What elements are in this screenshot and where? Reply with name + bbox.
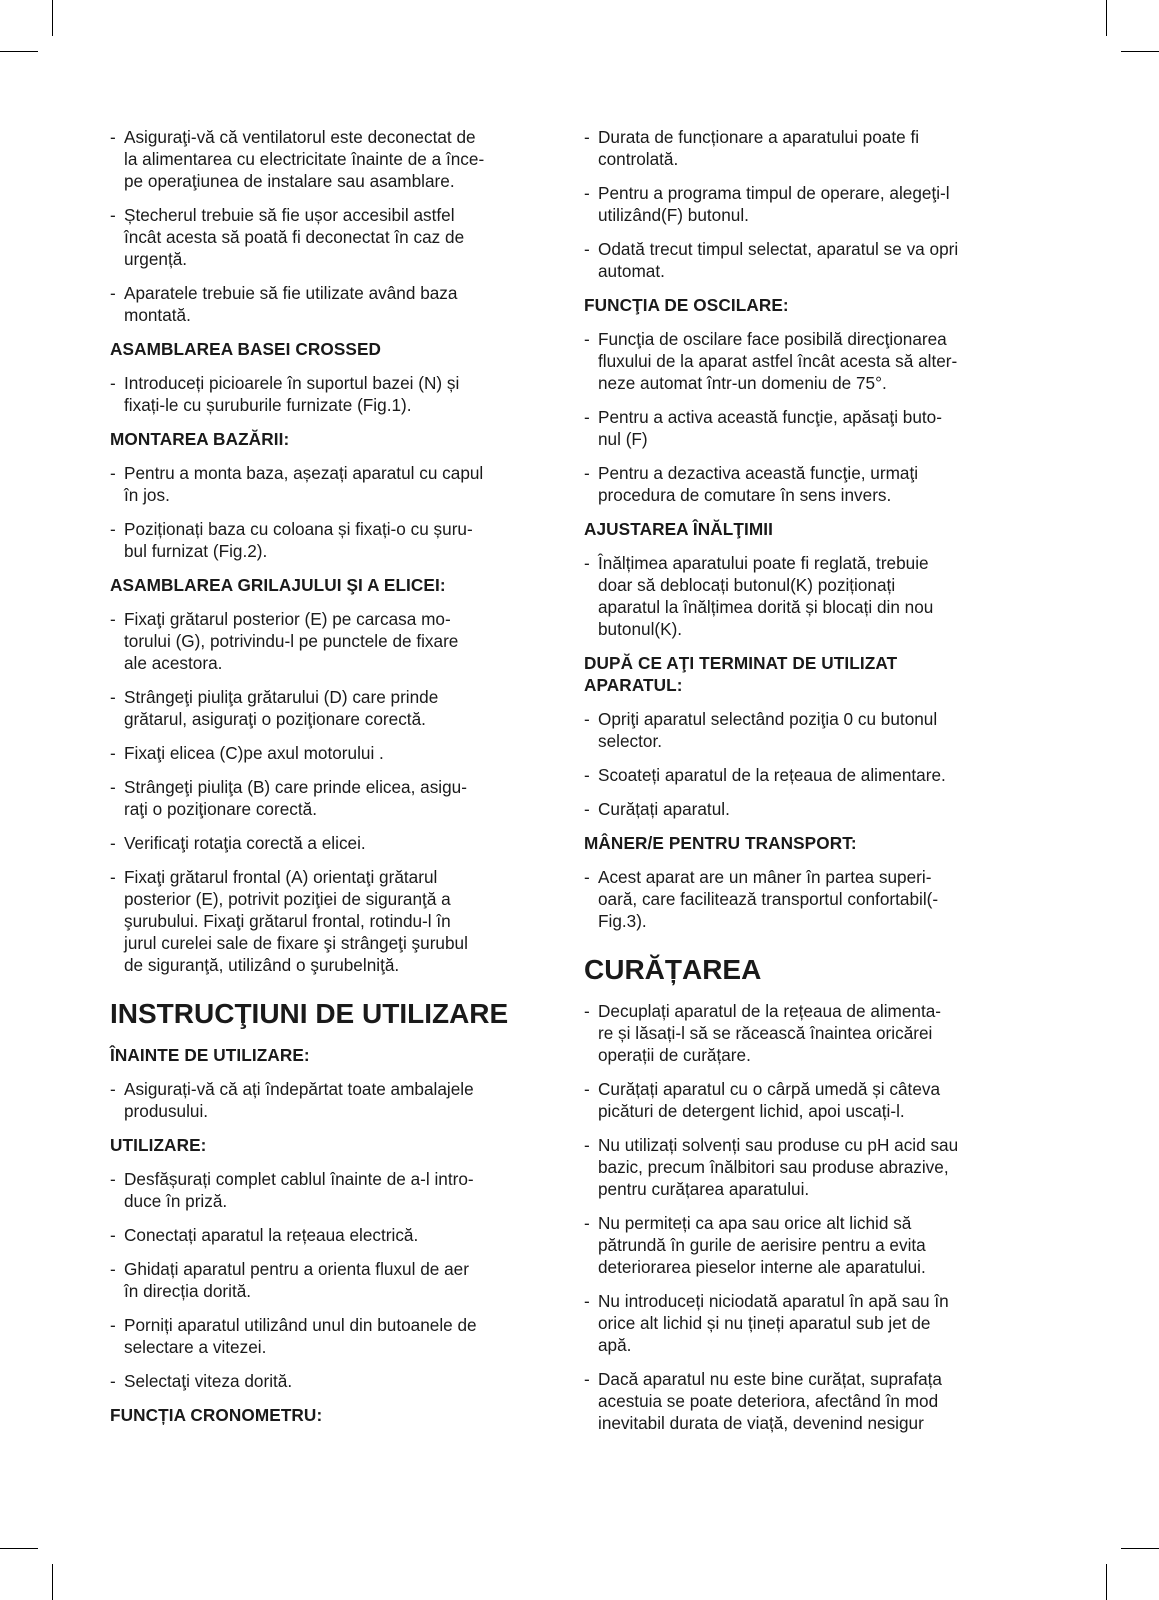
list-item: - Introduceți picioarele în suportul bazei (N) și fixați-le cu șuruburile furnizate (Fig.1). — [110, 372, 550, 416]
list-item: - Poziționați baza cu coloana și fixați-o cu șuru- bul furnizat (Fig.2). — [110, 518, 550, 562]
chapter-title: INSTRUCŢIUNI DE UTILIZARE — [110, 998, 509, 1029]
list-item: - Funcţia de oscilare face posibilă direcţionarea fluxului de la aparat astfel încât acesta să alter- neze automat într-un domeniu de 75°. — [584, 328, 1030, 394]
list-item: - Odată trecut timpul selectat, aparatul se va opri automat. — [584, 238, 1030, 282]
crop-mark — [1121, 51, 1159, 52]
list-item: - Desfășurați complet cablul înainte de a-l intro- duce în priză. — [110, 1168, 550, 1212]
list-item: - Curățați aparatul cu o cârpă umedă și câteva picături de detergent lichid, apoi uscați-l. — [584, 1078, 1030, 1122]
section-heading: DUPĂ CE AŢI TERMINAT DE UTILIZAT APARATUL: — [584, 653, 898, 695]
list-item: - Fixaţi grătarul frontal (A) orientaţi grătarul posterior (E), potrivit poziţiei de siguranţă a şurubului. Fixaţi grătarul frontal, rotindu-l în jurul curelei sale de fixare şi strângeţi şurubul de siguranţă, utilizând o şurubelniţă. — [110, 866, 550, 976]
section-heading: ASAMBLAREA BASEI CROSSED — [110, 339, 382, 359]
list-item: - Aparatele trebuie să fie utilizate având baza montată. — [110, 282, 550, 326]
list-item: - Opriţi aparatul selectând poziţia 0 cu butonul selector. — [584, 708, 1030, 752]
list-item: - Selectaţi viteza dorită. — [110, 1370, 550, 1392]
list-item: - Curățați aparatul. — [584, 798, 1030, 820]
list-item: - Decuplați aparatul de la rețeaua de alimenta- re și lăsați-l să se răcească înaintea oricărei operații de curățare. — [584, 1000, 1030, 1066]
list-item: - Asigurați-vă că ați îndepărtat toate ambalajele produsului. — [110, 1078, 550, 1122]
list-item: - Înălțimea aparatului poate fi reglată, trebuie doar să deblocați butonul(K) poziționați aparatul la înălțimea dorită și blocați din nou butonul(K). — [584, 552, 1030, 640]
list-item: - Fixaţi grătarul posterior (E) pe carcasa mo- torului (G), potrivindu-l pe punctele de fixare ale acestora. — [110, 608, 550, 674]
list-item: - Dacă aparatul nu este bine curățat, suprafața acestuia se poate deteriora, afectând în mod inevitabil durata de viață, devenind nesigur — [584, 1368, 1030, 1434]
crop-mark — [1121, 1548, 1159, 1549]
right-column — [584, 126, 1030, 1446]
list-item: - Strângeţi piuliţa (B) care prinde elicea, asigu- raţi o poziţionare corectă. — [110, 776, 550, 820]
left-column — [110, 126, 550, 1438]
list-item: - Scoateți aparatul de la rețeaua de alimentare. — [584, 764, 1030, 786]
section-heading: UTILIZARE: — [110, 1135, 207, 1155]
list-item: - Ghidați aparatul pentru a orienta fluxul de aer în direcția dorită. — [110, 1258, 550, 1302]
crop-mark — [52, 0, 53, 36]
crop-mark — [1106, 0, 1107, 36]
section-heading: FUNCŢIA DE OSCILARE: — [584, 295, 789, 315]
list-item: - Fixaţi elicea (C)pe axul motorului . — [110, 742, 550, 764]
list-item: - Asiguraţi-vă că ventilatorul este deconectat de la alimentarea cu electricitate înainte de a înce- pe operaţiunea de instalare sau asamblare. — [110, 126, 550, 192]
list-item: - Pentru a programa timpul de operare, alegeţi-l utilizând(F) butonul. — [584, 182, 1030, 226]
list-item: - Acest aparat are un mâner în partea superi- oară, care facilitează transportul confortabil(- Fig.3). — [584, 866, 1030, 932]
list-item: - Nu utilizați solvenți sau produse cu pH acid sau bazic, precum înălbitori sau produse abrazive, pentru curățarea aparatului. — [584, 1134, 1030, 1200]
crop-mark — [52, 1564, 53, 1600]
list-item: - Pentru a monta baza, așezați aparatul cu capul în jos. — [110, 462, 550, 506]
list-item: - Pentru a activa această funcţie, apăsaţi buto- nul (F) — [584, 406, 1030, 450]
section-heading: FUNCȚIA CRONOMETRU: — [110, 1405, 323, 1425]
crop-mark — [0, 1548, 38, 1549]
list-item: - Porniți aparatul utilizând unul din butoanele de selectare a vitezei. — [110, 1314, 550, 1358]
list-item: - Ștecherul trebuie să fie ușor accesibil astfel încât acesta să poată fi deconectat în caz de urgență. — [110, 204, 550, 270]
section-heading: AJUSTAREA ÎNĂLŢIMII — [584, 519, 774, 539]
list-item: - Nu introduceți niciodată aparatul în apă sau în orice alt lichid și nu țineți aparatul sub jet de apă. — [584, 1290, 1030, 1356]
section-heading: MÂNER/E PENTRU TRANSPORT: — [584, 833, 857, 853]
chapter-title: CURĂȚAREA — [584, 954, 762, 985]
crop-mark — [1106, 1564, 1107, 1600]
section-heading: ÎNAINTE DE UTILIZARE: — [110, 1045, 310, 1065]
section-heading: ASAMBLAREA GRILAJULUI ŞI A ELICEI: — [110, 575, 446, 595]
list-item: - Nu permiteți ca apa sau orice alt lichid să pătrundă în gurile de aerisire pentru a evita deteriorarea pieselor interne ale aparatului. — [584, 1212, 1030, 1278]
crop-mark — [0, 51, 38, 52]
list-item: - Strângeţi piuliţa grătarului (D) care prinde grătarul, asiguraţi o poziţionare corectă. — [110, 686, 550, 730]
list-item: - Durata de funcționare a aparatului poate fi controlată. — [584, 126, 1030, 170]
section-heading: MONTAREA BAZĂRII: — [110, 429, 290, 449]
list-item: - Verificaţi rotaţia corectă a elicei. — [110, 832, 550, 854]
list-item: - Pentru a dezactiva această funcţie, urmaţi procedura de comutare în sens invers. — [584, 462, 1030, 506]
list-item: - Conectați aparatul la rețeaua electrică. — [110, 1224, 550, 1246]
